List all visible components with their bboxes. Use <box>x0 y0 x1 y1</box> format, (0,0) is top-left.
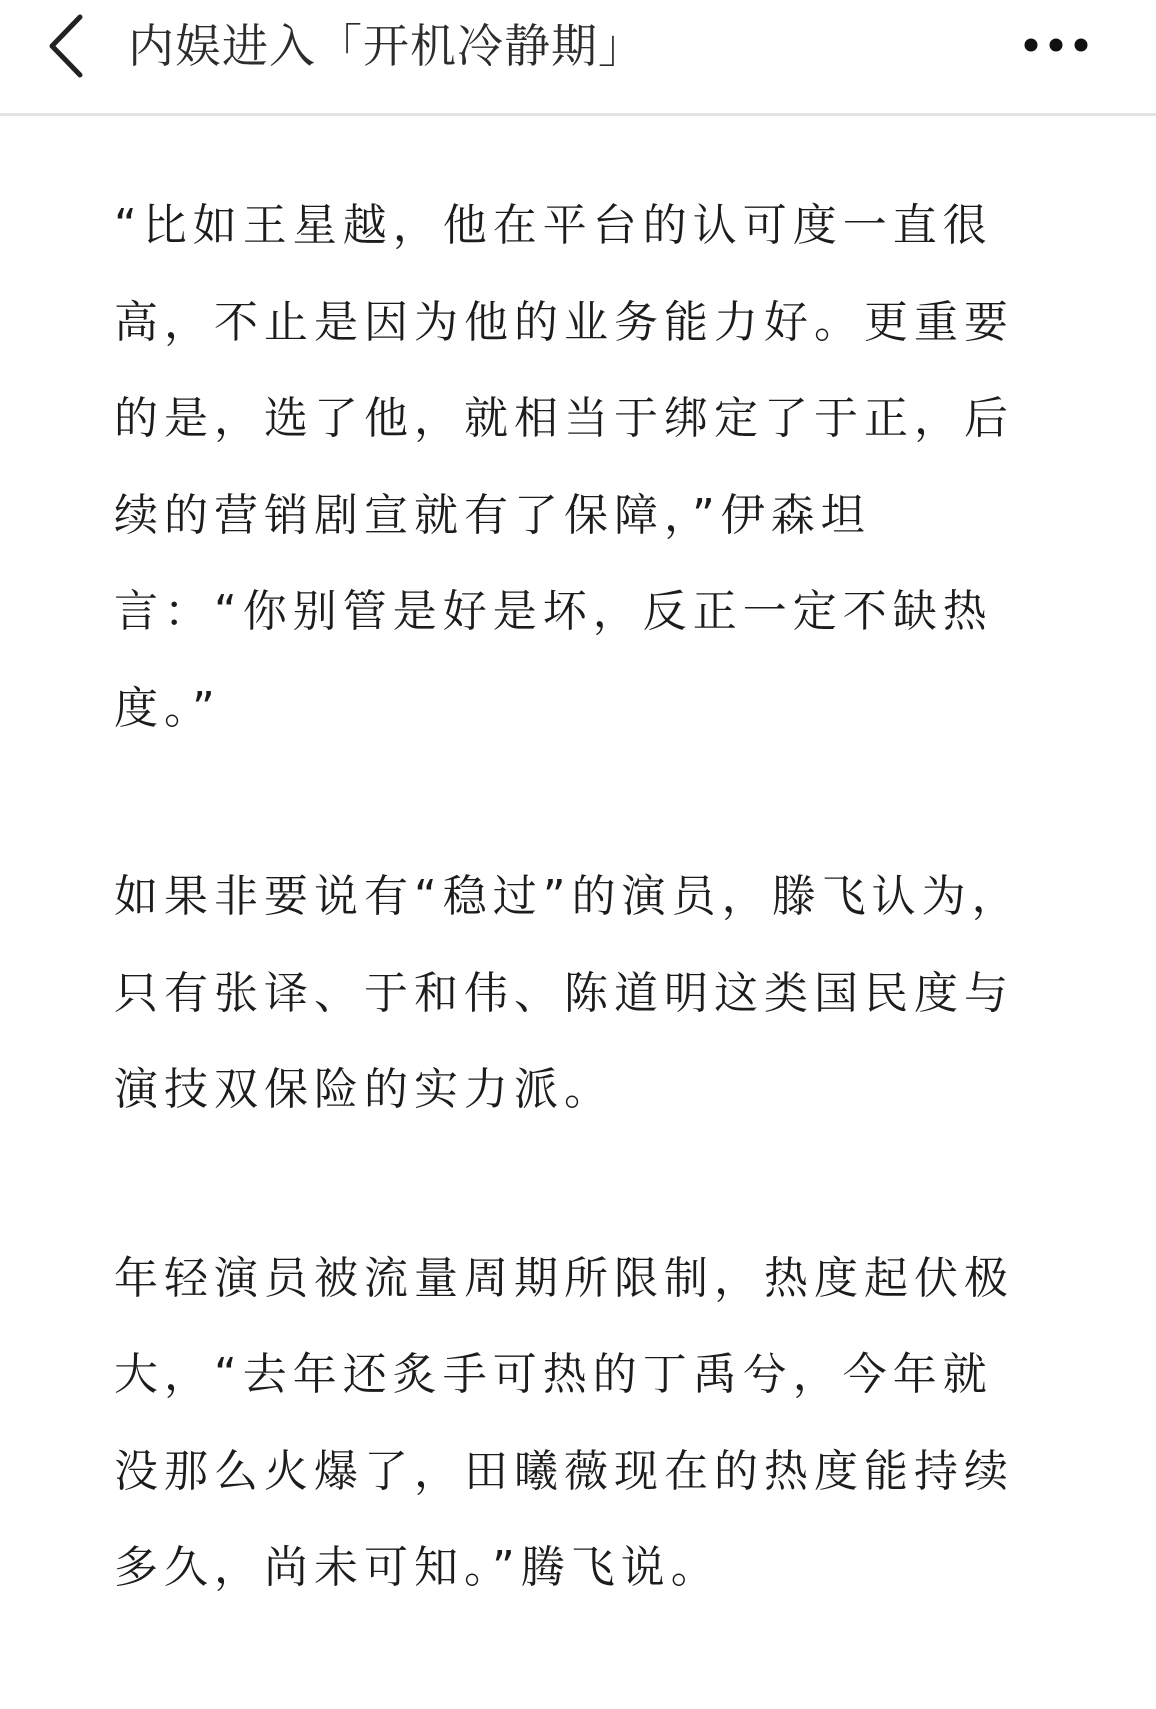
article-paragraph-2: 如果非要说有“稳过”的演员，滕飞认为，只有张译、于和伟、陈道明这类国民度与演技双保险的实力派。 <box>114 871 1022 1115</box>
back-button[interactable] <box>36 8 96 84</box>
more-horizontal-icon <box>1021 35 1091 55</box>
more-options-button[interactable] <box>1016 20 1096 70</box>
article-paragraph-1: “比如王星越，他在平台的认可度一直很高，不止是因为他的业务能力好。更重要的是，选了他，就相当于绑定了于正，后续的营销剧宣就有了保障，”伊森坦言：“你别管是好是坏，反正一定不缺热度。” <box>114 200 1014 734</box>
chevron-left-icon <box>46 13 86 79</box>
page-title: 内娱进入「开机冷静期」 <box>128 19 645 73</box>
top-navigation-bar <box>0 0 1156 116</box>
article-paragraph-3: 年轻演员被流量周期所限制，热度起伏极大，“去年还炙手可热的丁禹兮，今年就没那么火爆了，田曦薇现在的热度能持续多久，尚未可知。”腾飞说。 <box>114 1252 1014 1593</box>
article-body <box>114 178 1034 1709</box>
